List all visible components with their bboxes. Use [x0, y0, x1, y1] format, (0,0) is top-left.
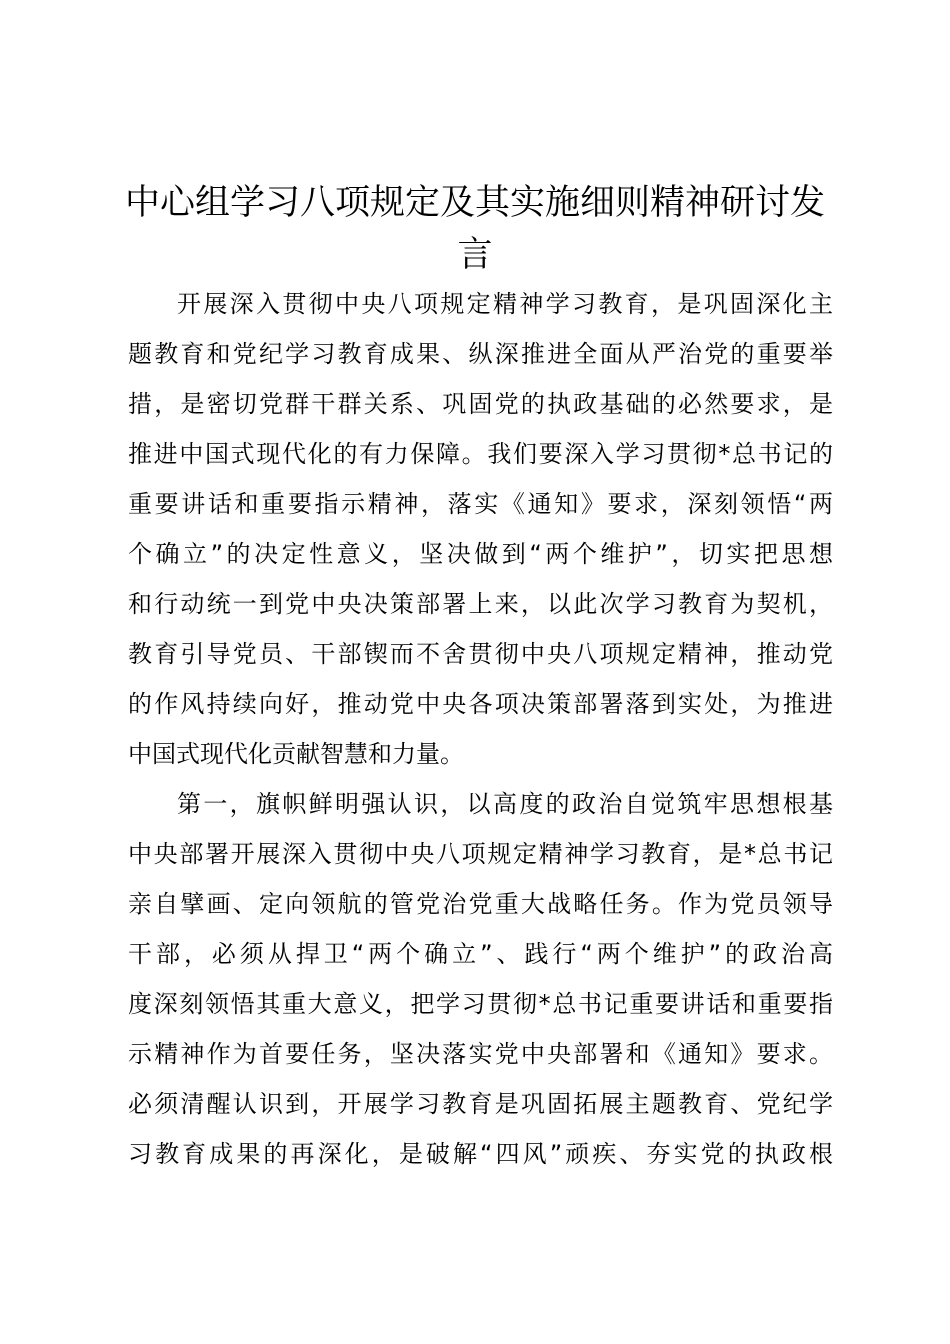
text-line: 干部，必须从捍卫“两个确立”、践行“两个维护”的政治高: [128, 940, 833, 968]
text-line: 重要讲话和重要指示精神，落实《通知》要求，深刻领悟“两: [128, 490, 833, 518]
text-line: 的作风持续向好，推动党中央各项决策部署落到实处，为推进: [128, 690, 833, 718]
text-line: 度深刻领悟其重大意义，把学习贯彻*总书记重要讲话和重要指: [128, 990, 833, 1018]
text-line: 推进中国式现代化的有力保障。我们要深入学习贯彻*总书记的: [128, 440, 833, 468]
text-line: 示精神作为首要任务，坚决落实党中央部署和《通知》要求。: [128, 1040, 833, 1068]
text-line: 中央部署开展深入贯彻中央八项规定精神学习教育，是*总书记: [128, 840, 833, 868]
text-line: 措，是密切党群干群关系、巩固党的执政基础的必然要求，是: [128, 390, 833, 418]
text-line: 亲自擘画、定向领航的管党治党重大战略任务。作为党员领导: [128, 890, 833, 918]
text-line: 教育引导党员、干部锲而不舍贯彻中央八项规定精神，推动党: [128, 640, 833, 668]
text-line: 开展深入贯彻中央八项规定精神学习教育，是巩固深化主: [177, 290, 833, 318]
title-line-2: 言: [457, 235, 493, 275]
text-line: 必须清醒认识到，开展学习教育是巩固拓展主题教育、党纪学: [128, 1090, 833, 1118]
text-line: 题教育和党纪学习教育成果、纵深推进全面从严治党的重要举: [128, 340, 833, 368]
title-line-1: 中心组学习八项规定及其实施细则精神研讨发: [124, 183, 825, 223]
text-line: 习教育成果的再深化，是破解“四风”顽疾、夯实党的执政根: [128, 1140, 833, 1168]
text-line: 和行动统一到党中央决策部署上来，以此次学习教育为契机，: [128, 590, 833, 618]
section-heading-line: 第一，旗帜鲜明强认识，以高度的政治自觉筑牢思想根基: [177, 790, 833, 818]
text-line: 个确立”的决定性意义，坚决做到“两个维护”，切实把思想: [128, 540, 833, 568]
text-line: 中国式现代化贡献智慧和力量。: [128, 740, 464, 768]
